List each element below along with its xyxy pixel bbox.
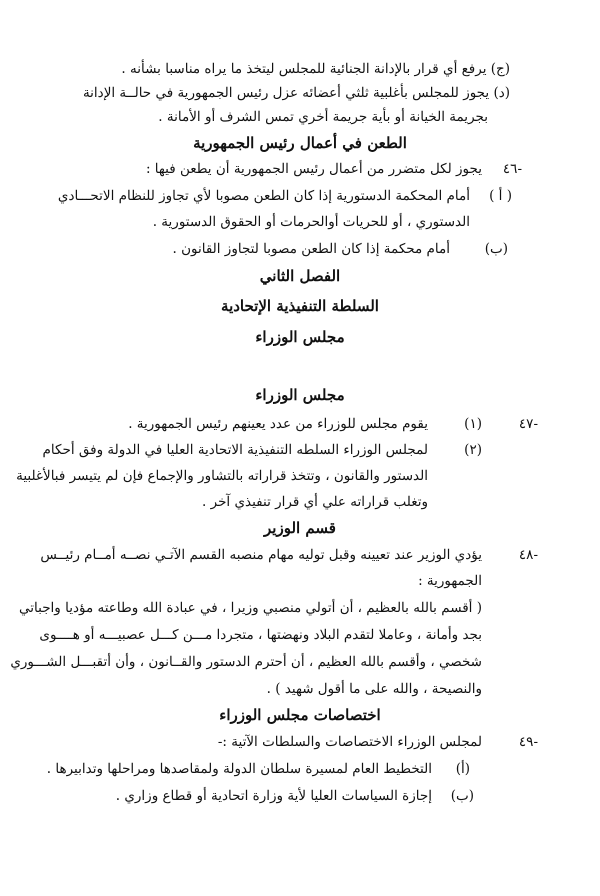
oath-line-4: والنصيحة ، والله على ما أقول شهيد ) . xyxy=(266,681,482,697)
article-47-item-1-marker: (١) xyxy=(464,416,482,432)
article-46-item-a-line-1: أمام المحكمة الدستورية إذا كان الطعن مصوبا لأي تجاوز للنظام الاتحـــادي xyxy=(57,188,470,204)
section-heading-powers: اختصاصات مجلس الوزراء xyxy=(219,706,381,724)
oath-line-3: شخصي ، وأقسم بالله العظيم ، أن أحترم الدستور والقــانون ، وأن أتقبـــل الشـــوري xyxy=(10,654,482,670)
article-46-item-b-marker: (ب) xyxy=(484,241,508,257)
article-47-item-2-marker: (٢) xyxy=(464,442,482,458)
oath-line-2: بجد وأمانة ، وعاملا لتقدم البلاد ونهضتها ، متجردا مـــن كـــل عصبيـــه أو هــــوى xyxy=(39,627,482,643)
article-49-item-b-marker: (ب) xyxy=(450,788,474,804)
article-48-number: ٤٨- xyxy=(518,547,538,563)
section-heading-oath: قسم الوزير xyxy=(264,519,336,537)
article-49-item-a-marker: (أ) xyxy=(455,761,470,777)
chapter-council: مجلس الوزراء xyxy=(255,328,345,346)
chapter-authority: السلطة التنفيذية الإتحادية xyxy=(221,297,379,315)
article-46-item-a-line-2: الدستوري ، أو للحريات أوالحرمات أو الحقوق الدستورية . xyxy=(152,214,470,230)
clause-c: (ج) يرفع أي قرار بالإدانة الجنائية للمجلس ليتخذ ما يراه مناسبا بشأنه . xyxy=(121,61,510,77)
article-46-item-b-line: أمام محكمة إذا كان الطعن مصوبا لتجاوز القانون . xyxy=(172,241,450,257)
article-48-line-1: يؤدي الوزير عند تعيينه وقبل توليه مهام منصبه القسم الآتـي نصــه أمــام رئيــس xyxy=(40,547,482,563)
section-heading-council: مجلس الوزراء xyxy=(255,386,345,404)
article-47-item-2-line-3: وتغلب قراراته علي أي قرار تنفيذي آخر . xyxy=(202,494,428,510)
article-49-item-a-text: التخطيط العام لمسيرة سلطان الدولة ولمقاصدها ومراحلها وتدابيرها . xyxy=(46,761,432,777)
article-47-item-2-line-1: لمجلس الوزراء السلطه التنفيذية الاتحادية العليا في الدولة وفق أحكام xyxy=(42,442,428,458)
clause-d-line-2: بجريمة الخيانة أو بأية جريمة أخري تمس الشرف أو الأمانة . xyxy=(158,109,488,125)
article-49-item-b-text: إجازة السياسات العليا لأية وزارة اتحادية أو قطاع وزاري . xyxy=(115,788,432,804)
article-48-line-2: الجمهورية : xyxy=(418,573,482,589)
article-47-item-1-text: يقوم مجلس للوزراء من عدد يعينهم رئيس الجمهورية . xyxy=(128,416,428,432)
section-heading-appeal: الطعن في أعمال رئيس الجمهورية xyxy=(193,134,407,152)
article-47-item-2-line-2: الدستور والقانون ، وتتخذ قراراته بالتشاور والإجماع فإن لم يتيسر فبالأغلبية xyxy=(16,468,428,484)
article-49-intro: لمجلس الوزراء الاختصاصات والسلطات الآتية :- xyxy=(217,734,482,750)
chapter-title: الفصل الثاني xyxy=(259,267,341,285)
oath-line-1: ( أقسم بالله بالعظيم ، أن أتولي منصبي وزيرا ، في عبادة الله وطاعته مؤديا واجباتي xyxy=(19,600,482,616)
article-46-number: ٤٦- xyxy=(502,161,522,177)
article-46-item-a-marker: ( أ ) xyxy=(489,188,512,204)
article-46-text: يجوز لكل متضرر من أعمال رئيس الجمهورية أن يطعن فيها : xyxy=(145,161,482,177)
clause-d-line-1: (د) يجوز للمجلس بأغلبية ثلثي أعضائه عزل رئيس الجمهورية في حالــة الإدانة xyxy=(82,85,510,101)
article-49-number: ٤٩- xyxy=(518,734,538,750)
article-47-number: ٤٧- xyxy=(518,416,538,432)
